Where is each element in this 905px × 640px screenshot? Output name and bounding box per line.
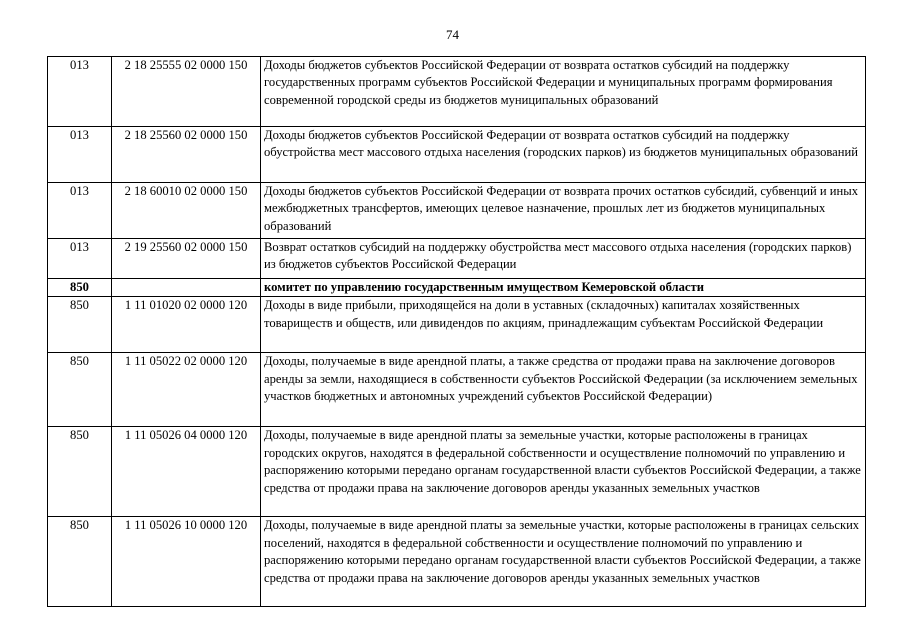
- table-row: [48, 127, 866, 183]
- table-row: [48, 517, 866, 607]
- admin-code-cell: 850: [48, 353, 112, 427]
- budget-code-cell: 1 11 01020 02 0000 120: [112, 297, 261, 353]
- admin-code-cell: 013: [48, 183, 112, 239]
- income-name-cell: Доходы, получаемые в виде арендной платы, а также средства от продажи права на заключение договоров аренды за земли, находящиеся в собственности субъектов Российской Федерации (за исключением земельных участков бюджетных и автономных учреждений субъектов Российской Федерации): [261, 353, 866, 427]
- table-row: [48, 183, 866, 239]
- budget-code-cell: 2 19 25560 02 0000 150: [112, 239, 261, 279]
- budget-code-cell: 2 18 25560 02 0000 150: [112, 127, 261, 183]
- table-row: [48, 57, 866, 127]
- admin-code-cell: 850: [48, 297, 112, 353]
- income-codes-table: [47, 56, 866, 607]
- income-name-cell: Доходы, получаемые в виде арендной платы за земельные участки, которые расположены в границах сельских поселений, находятся в федеральной собственности и осуществление полномочий по управлению и распоряжению которыми передано органам государственной власти субъектов Российской Федерации, а также средства от продажи права на заключение договоров аренды указанных земельных участков: [261, 517, 866, 607]
- budget-code-cell: 1 11 05026 04 0000 120: [112, 427, 261, 517]
- income-name-cell: Доходы бюджетов субъектов Российской Федерации от возврата остатков субсидий на поддержку государственных программ субъектов Российской Федерации и муниципальных программ формирования современной городской среды из бюджетов муниципальных образований: [261, 57, 866, 127]
- income-name-cell: Доходы, получаемые в виде арендной платы за земельные участки, которые расположены в границах городских округов, находятся в федеральной собственности и осуществление полномочий по управлению и распоряжению которыми передано органам государственной власти субъектов Российской Федерации, а также средства от продажи права на заключение договоров аренды указанных земельных участков: [261, 427, 866, 517]
- admin-code-cell: 013: [48, 239, 112, 279]
- budget-code-cell: 1 11 05022 02 0000 120: [112, 353, 261, 427]
- table-row: [48, 427, 866, 517]
- table-row: [48, 353, 866, 427]
- budget-code-cell: 2 18 25555 02 0000 150: [112, 57, 261, 127]
- table-row: [48, 297, 866, 353]
- admin-code-cell: 850: [48, 427, 112, 517]
- admin-code-cell: 850: [48, 279, 112, 297]
- income-name-cell: Доходы бюджетов субъектов Российской Федерации от возврата остатков субсидий на поддержку обустройства мест массового отдыха населения (городских парков) из бюджетов муниципальных образований: [261, 127, 866, 183]
- budget-code-cell: [112, 279, 261, 297]
- income-name-cell: Доходы бюджетов субъектов Российской Федерации от возврата прочих остатков субсидий, субвенций и иных межбюджетных трансфертов, имеющих целевое назначение, прошлых лет из бюджетов муниципальных образований: [261, 183, 866, 239]
- budget-code-cell: 1 11 05026 10 0000 120: [112, 517, 261, 607]
- admin-code-cell: 013: [48, 57, 112, 127]
- budget-code-cell: 2 18 60010 02 0000 150: [112, 183, 261, 239]
- income-name-cell: комитет по управлению государственным имуществом Кемеровской области: [261, 279, 866, 297]
- page-number: 74: [446, 27, 459, 42]
- admin-code-cell: 850: [48, 517, 112, 607]
- table-row: [48, 279, 866, 297]
- income-name-cell: Возврат остатков субсидий на поддержку обустройства мест массового отдыха населения (городских парков) из бюджетов субъектов Российской Федерации: [261, 239, 866, 279]
- income-name-cell: Доходы в виде прибыли, приходящейся на доли в уставных (складочных) капиталах хозяйственных товариществ и обществ, или дивидендов по акциям, принадлежащим субъектам Российской Федерации: [261, 297, 866, 353]
- table-row: [48, 239, 866, 279]
- admin-code-cell: 013: [48, 127, 112, 183]
